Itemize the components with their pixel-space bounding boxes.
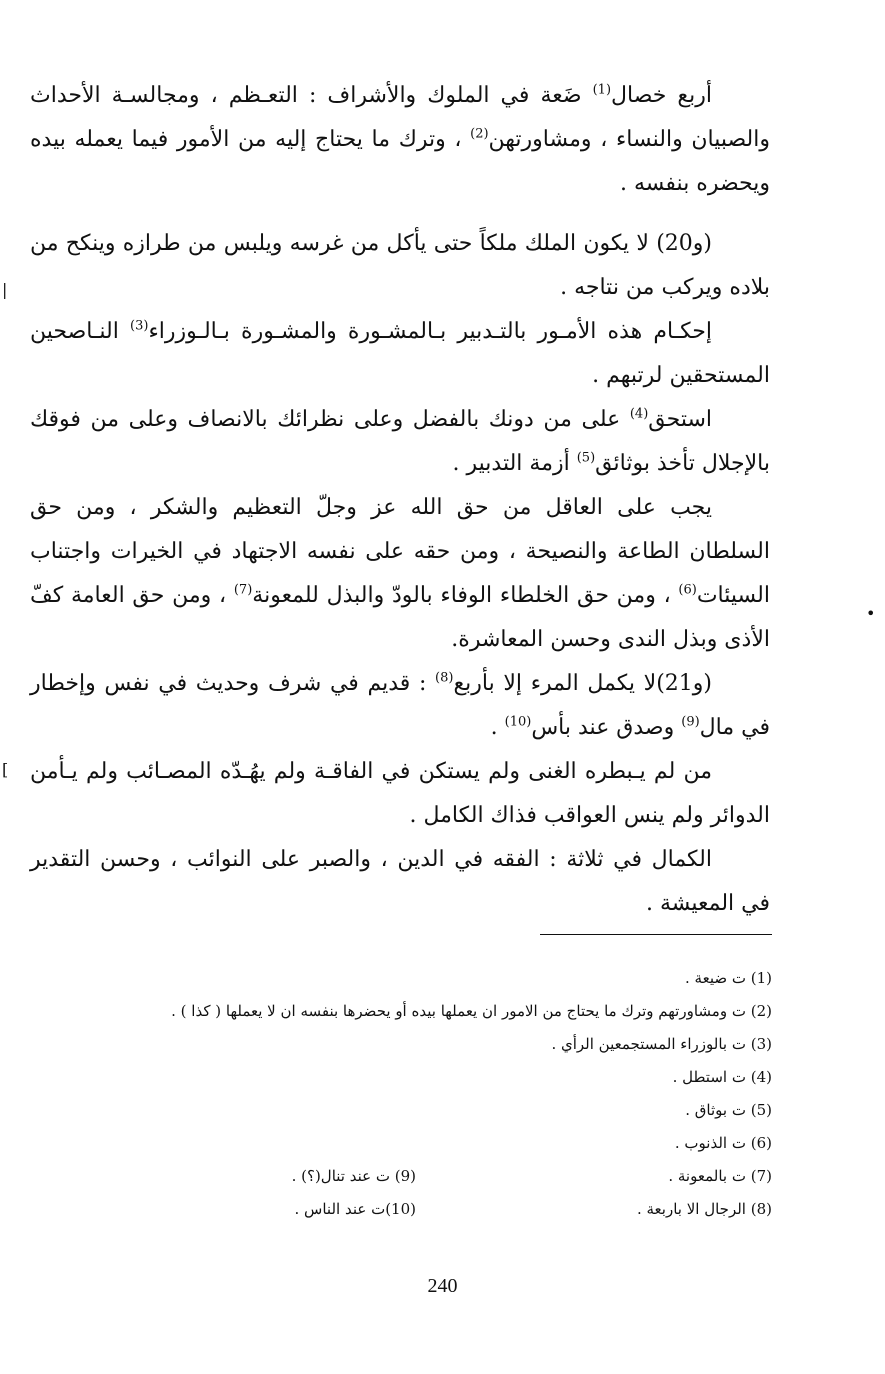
paragraph-4-text-cont: على من دونك بالفضل وعلى نظرائك بالانصاف وعلى من فوقك بالإجلال تأخذ بوثائق — [30, 407, 770, 476]
footnote-3: (3) ت بالوزراء المستجمعين الرأي . — [551, 1035, 772, 1053]
footnote-ref[interactable]: (2) — [470, 126, 489, 142]
paragraph-6-text: (و21)لا يكمل المرء إلا بأربع — [453, 671, 713, 696]
paragraph-8 — [30, 838, 770, 926]
footnote-ref[interactable]: (6) — [678, 582, 697, 598]
margin-mark: • — [866, 604, 876, 623]
paragraph-7 — [30, 750, 770, 838]
paragraph-3-text-cont: النـاصحين المستحقين لرتبهم . — [30, 319, 770, 388]
footnote-row — [60, 1193, 772, 1226]
footnote-2: (2) ت ومشاورتهم وترك ما يحتاج من الامور ان يعملها بيده أو يحضرها بنفسه ان لا يعملها ( كذا ) . — [171, 1002, 772, 1020]
page-number: 240 — [427, 1275, 458, 1297]
footnote-ref[interactable]: (10) — [504, 714, 532, 730]
footnote-4: (4) ت استطل . — [672, 1068, 772, 1086]
footnote-ref[interactable]: (1) — [592, 82, 612, 98]
footnote-ref[interactable]: (7) — [233, 582, 253, 598]
footnote-10: (10)ت عند الناس . — [294, 1200, 416, 1218]
paragraph-6-text-end: . — [490, 715, 505, 740]
footnote-8: (8) الرجال الا باربعة . — [636, 1200, 772, 1218]
main-text-block-2 — [30, 222, 770, 662]
paragraph-7-text: من لم يـبطره الغنى ولم يستكن في الفاقـة ولم يهُـدّه المصـائب ولم يـأمن الدوائر ولم ينس العواقب فذاك الكامل . — [30, 759, 770, 828]
footnote-ref[interactable]: (5) — [576, 450, 596, 466]
paragraph-2 — [30, 222, 770, 310]
footnote-ref[interactable]: (9) — [681, 714, 700, 730]
paragraph-5-text-end: ، ومن حق العامة كفّ الأذى وبذل الندى وحسن المعاشرة. — [30, 583, 770, 652]
paragraph-8-text: الكمال في ثلاثة : الفقه في الدين ، والصبر على النوائب ، وحسن التقدير في المعيشة . — [30, 847, 770, 916]
margin-mark: [ — [2, 760, 9, 779]
paragraph-1-text: أربع خصال — [611, 83, 712, 108]
paragraph-1-text-end: ، وترك ما يحتاج إليه من الأمور فيما يعمله بيده ويحضره بنفسه . — [30, 127, 770, 196]
footnote-6: (6) ت الذنوب . — [674, 1134, 772, 1152]
footnotes — [60, 962, 772, 1226]
paragraph-3-text: إحكـام هذه الأمـور بالتـدبير بـالمشـورة والمشـورة بـالـوزراء — [148, 319, 712, 344]
paragraph-1 — [30, 74, 770, 206]
main-text-block-1 — [30, 74, 770, 206]
paragraph-5 — [30, 486, 770, 662]
footnote-ref[interactable]: (3) — [130, 318, 149, 334]
footnote-9: (9) ت عند تنال(؟) . — [291, 1167, 416, 1185]
footnote-5: (5) ت بوثاق . — [685, 1101, 772, 1119]
paragraph-6-text-cont2: وصدق عند بأس — [531, 715, 682, 740]
paragraph-4 — [30, 398, 770, 486]
footnote-ref[interactable]: (4) — [629, 406, 649, 422]
footnote-7: (7) ت بالمعونة . — [668, 1167, 772, 1185]
paragraph-5-text: يجب على العاقل من حق الله عز وجلّ التعظيم والشكر ، ومن حق السلطان الطاعة والنصيحة ، ومن حقه على نفسه الاجتهاد في الخيرات واجتناب السيئات — [30, 495, 770, 608]
margin-mark: | — [2, 280, 8, 299]
paragraph-6 — [30, 662, 770, 750]
footnote-row — [60, 1160, 772, 1193]
paragraph-6-text-cont: : قديم في شرف وحديث في نفس وإخطار في مال — [30, 671, 770, 740]
paragraph-4-text: استحق — [648, 407, 712, 432]
paragraph-4-text-end: أزمة التدبير . — [452, 451, 577, 476]
footnote-1: (1) ت ضيعة . — [685, 969, 772, 987]
paragraph-2-text: (و20) لا يكون الملك ملكاً حتى يأكل من غرسه ويلبس من طرازه وينكح من بلاده ويركب من نتاجه . — [30, 231, 770, 300]
footnote-ref[interactable]: (8) — [435, 670, 454, 686]
footnote-separator — [540, 934, 772, 935]
main-text-block-3 — [30, 662, 770, 926]
paragraph-1-text-cont: ضَعة في الملوك والأشراف : التعـظم ، ومجالسـة الأحداث والصبيان والنساء ، ومشاورتهن — [30, 83, 770, 152]
paragraph-3 — [30, 310, 770, 398]
paragraph-5-text-cont: ، ومن حق الخلطاء الوفاء بالودّ والبذل للمعونة — [252, 583, 679, 608]
